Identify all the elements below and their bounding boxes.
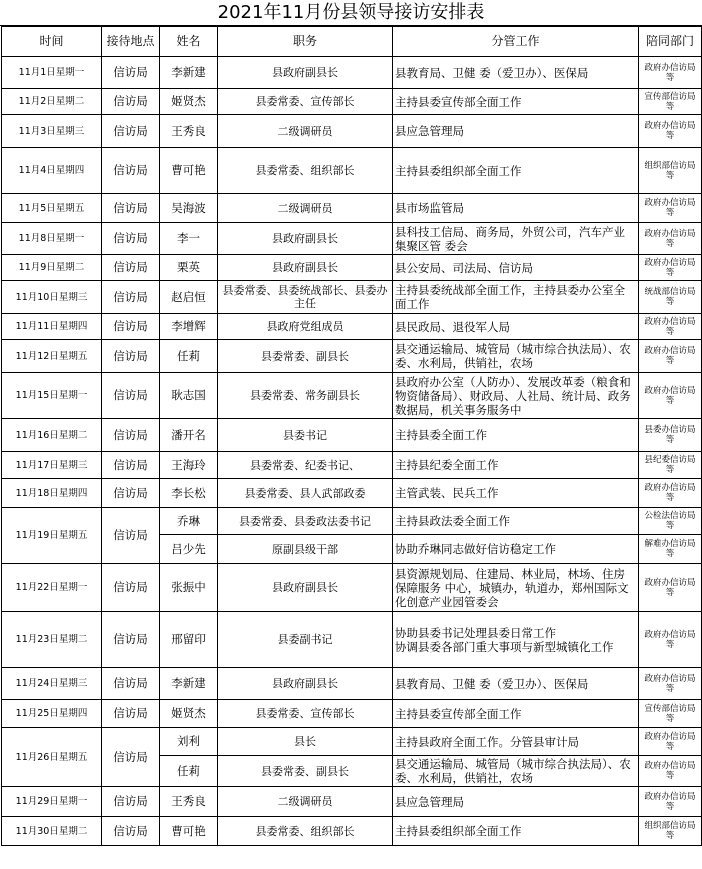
schedule-table (1, 26, 702, 846)
duty-cell: 主持县政府全面工作。分管县审计局 (393, 728, 639, 756)
position-cell: 县长 (218, 728, 393, 756)
duty-cell: 县民政局、退役军人局 (393, 314, 639, 340)
position-cell: 县委常委、组织部长 (218, 817, 393, 846)
duty-cell: 县应急管理局 (393, 115, 639, 148)
duty-cell: 主持县委全面工作 (393, 419, 639, 452)
place-cell: 信访局 (102, 373, 160, 419)
table-row (2, 255, 702, 281)
table-row (2, 452, 702, 479)
position-cell: 二级调研员 (218, 115, 393, 148)
accompany-cell: 政府办信访局等 (639, 668, 702, 700)
table-row (2, 148, 702, 194)
name-cell: 吴海波 (160, 194, 218, 223)
duty-cell: 协助县委书记处理县委日常工作 协调县委各部门重大事项与新型城镇化工作 (393, 612, 639, 668)
date-cell: 11月23日星期二 (2, 612, 102, 668)
accompany-cell: 政府办信访局等 (639, 728, 702, 756)
accompany-cell: 公检法信访局等 (639, 508, 702, 535)
name-cell: 李新建 (160, 668, 218, 700)
date-cell: 11月16日星期二 (2, 419, 102, 452)
name-cell: 姬贤杰 (160, 700, 218, 728)
position-cell: 县委常委、宣传部长 (218, 700, 393, 728)
place-cell: 信访局 (102, 817, 160, 846)
place-cell: 信访局 (102, 57, 160, 89)
position-cell: 县政府副县长 (218, 223, 393, 255)
table-row (2, 340, 702, 373)
accompany-cell: 组织部信访局等 (639, 148, 702, 194)
place-cell: 信访局 (102, 223, 160, 255)
duty-cell: 县教育局、卫健 委（爱卫办）、医保局 (393, 57, 639, 89)
duty-cell: 县资源规划局、住建局、林业局，林场、住房保障服务 中心，城镇办，轨道办，郑州国际文化创意产业园管委会 (393, 564, 639, 612)
accompany-cell: 解难办信访局等 (639, 535, 702, 564)
accompany-cell: 政府办信访局等 (639, 314, 702, 340)
col-header-time: 时间 (2, 27, 102, 57)
date-cell: 11月8日星期一 (2, 223, 102, 255)
table-row (2, 479, 702, 508)
position-cell: 县政府副县长 (218, 57, 393, 89)
table-row (2, 115, 702, 148)
name-cell: 赵启恒 (160, 281, 218, 314)
name-cell: 李长松 (160, 479, 218, 508)
duty-cell: 县公安局、司法局、信访局 (393, 255, 639, 281)
date-cell: 11月25日星期四 (2, 700, 102, 728)
duty-cell: 主管武装、民兵工作 (393, 479, 639, 508)
duty-cell: 主持县委宣传部全面工作 (393, 89, 639, 115)
position-cell: 县政府副县长 (218, 255, 393, 281)
table-row (2, 89, 702, 115)
accompany-cell: 政府办信访局等 (639, 57, 702, 89)
duty-cell: 主持县委统战部全面工作，主持县委办公室全面工作 (393, 281, 639, 314)
table-row (2, 564, 702, 612)
col-header-accompany: 陪同部门 (639, 27, 702, 57)
position-cell: 原副县级干部 (218, 535, 393, 564)
duty-cell: 县交通运输局、城管局（城市综合执法局）、农委、水利局，供销社，农场 (393, 340, 639, 373)
name-cell: 曹可艳 (160, 817, 218, 846)
table-row (2, 508, 702, 535)
position-cell: 二级调研员 (218, 787, 393, 817)
date-cell: 11月9日星期二 (2, 255, 102, 281)
duty-cell: 县教育局、卫健 委（爱卫办）、医保局 (393, 668, 639, 700)
name-cell: 李增辉 (160, 314, 218, 340)
name-cell: 刘利 (160, 728, 218, 756)
place-cell: 信访局 (102, 479, 160, 508)
accompany-cell: 组织部信访局等 (639, 817, 702, 846)
table-row (2, 314, 702, 340)
date-cell: 11月5日星期五 (2, 194, 102, 223)
table-row (2, 668, 702, 700)
position-cell: 县政府副县长 (218, 668, 393, 700)
position-cell: 县委常委、县委统战部长、县委办主任 (218, 281, 393, 314)
table-row (2, 223, 702, 255)
position-cell: 县委常委、组织部长 (218, 148, 393, 194)
table-row (2, 57, 702, 89)
table-row (2, 419, 702, 452)
table-row (2, 817, 702, 846)
date-cell: 11月12日星期五 (2, 340, 102, 373)
position-cell: 县政府党组成员 (218, 314, 393, 340)
position-cell: 县委书记 (218, 419, 393, 452)
place-cell: 信访局 (102, 281, 160, 314)
accompany-cell: 政府办信访局等 (639, 115, 702, 148)
name-cell: 邢留印 (160, 612, 218, 668)
name-cell: 曹可艳 (160, 148, 218, 194)
position-cell: 县委常委、县委政法委书记 (218, 508, 393, 535)
accompany-cell: 政府办信访局等 (639, 787, 702, 817)
duty-cell: 县市场监管局 (393, 194, 639, 223)
col-header-place: 接待地点 (102, 27, 160, 57)
place-cell: 信访局 (102, 148, 160, 194)
date-cell: 11月22日星期一 (2, 564, 102, 612)
position-cell: 县委常委、宣传部长 (218, 89, 393, 115)
accompany-cell: 政府办信访局等 (639, 612, 702, 668)
duty-cell: 主持县政法委全面工作 (393, 508, 639, 535)
table-row (2, 373, 702, 419)
position-cell: 县委常委、副县长 (218, 340, 393, 373)
accompany-cell: 政府办信访局等 (639, 564, 702, 612)
duty-cell: 协助乔琳同志做好信访稳定工作 (393, 535, 639, 564)
name-cell: 栗英 (160, 255, 218, 281)
col-header-duty: 分管工作 (393, 27, 639, 57)
accompany-cell: 宣传部信访局等 (639, 700, 702, 728)
place-cell: 信访局 (102, 668, 160, 700)
name-cell: 任莉 (160, 756, 218, 787)
place-cell: 信访局 (102, 115, 160, 148)
place-cell: 信访局 (102, 255, 160, 281)
duty-cell: 县交通运输局、城管局（城市综合执法局）、农委、水利局，供销社，农场 (393, 756, 639, 787)
name-cell: 王海玲 (160, 452, 218, 479)
accompany-cell: 政府办信访局等 (639, 756, 702, 787)
place-cell: 信访局 (102, 612, 160, 668)
accompany-cell: 统战部信访局等 (639, 281, 702, 314)
duty-cell: 主持县委组织部全面工作 (393, 817, 639, 846)
place-cell: 信访局 (102, 787, 160, 817)
duty-cell: 主持县纪委全面工作 (393, 452, 639, 479)
duty-cell: 县应急管理局 (393, 787, 639, 817)
position-cell: 县委常委、纪委书记、 (218, 452, 393, 479)
date-cell: 11月18日星期四 (2, 479, 102, 508)
position-cell: 县委副书记 (218, 612, 393, 668)
date-cell: 11月19日星期五 (2, 508, 102, 564)
place-cell: 信访局 (102, 314, 160, 340)
date-cell: 11月2日星期二 (2, 89, 102, 115)
accompany-cell: 政府办信访局等 (639, 223, 702, 255)
accompany-cell: 政府办信访局等 (639, 479, 702, 508)
name-cell: 张振中 (160, 564, 218, 612)
date-cell: 11月1日星期一 (2, 57, 102, 89)
table-row (2, 281, 702, 314)
col-header-name: 姓名 (160, 27, 218, 57)
name-cell: 李新建 (160, 57, 218, 89)
place-cell: 信访局 (102, 728, 160, 787)
name-cell: 潘开名 (160, 419, 218, 452)
position-cell: 县委常委、县人武部政委 (218, 479, 393, 508)
date-cell: 11月4日星期四 (2, 148, 102, 194)
date-cell: 11月3日星期三 (2, 115, 102, 148)
name-cell: 耿志国 (160, 373, 218, 419)
accompany-cell: 政府办信访局等 (639, 255, 702, 281)
position-cell: 二级调研员 (218, 194, 393, 223)
date-cell: 11月30日星期二 (2, 817, 102, 846)
name-cell: 姬贤杰 (160, 89, 218, 115)
accompany-cell: 县纪委信访局等 (639, 452, 702, 479)
accompany-cell: 县委办信访局等 (639, 419, 702, 452)
name-cell: 王秀良 (160, 115, 218, 148)
page-title: 2021年11月份县领导接访安排表 (0, 0, 702, 26)
col-header-position: 职务 (218, 27, 393, 57)
name-cell: 任莉 (160, 340, 218, 373)
date-cell: 11月29日星期一 (2, 787, 102, 817)
place-cell: 信访局 (102, 452, 160, 479)
name-cell: 吕少先 (160, 535, 218, 564)
position-cell: 县政府副县长 (218, 564, 393, 612)
name-cell: 王秀良 (160, 787, 218, 817)
table-row (2, 728, 702, 756)
place-cell: 信访局 (102, 194, 160, 223)
place-cell: 信访局 (102, 564, 160, 612)
position-cell: 县委常委、常务副县长 (218, 373, 393, 419)
place-cell: 信访局 (102, 508, 160, 564)
place-cell: 信访局 (102, 419, 160, 452)
position-cell: 县委常委、副县长 (218, 756, 393, 787)
duty-cell: 主持县委组织部全面工作 (393, 148, 639, 194)
header-row (2, 27, 702, 57)
accompany-cell: 政府办信访局等 (639, 194, 702, 223)
date-cell: 11月24日星期三 (2, 668, 102, 700)
name-cell: 乔琳 (160, 508, 218, 535)
table-row (2, 787, 702, 817)
accompany-cell: 政府办信访局等 (639, 373, 702, 419)
accompany-cell: 政府办信访局等 (639, 340, 702, 373)
table-row (2, 700, 702, 728)
duty-cell: 主持县委宣传部全面工作 (393, 700, 639, 728)
duty-cell: 县政府办公室（人防办）、发展改革委（粮食和物资储备局）、财政局、人社局、统计局、政务数据局，机关事务服务中 (393, 373, 639, 419)
table-row (2, 194, 702, 223)
place-cell: 信访局 (102, 340, 160, 373)
accompany-cell: 宣传部信访局等 (639, 89, 702, 115)
duty-cell: 县科技工信局、商务局，外贸公司，汽车产业集聚区管 委会 (393, 223, 639, 255)
place-cell: 信访局 (102, 700, 160, 728)
place-cell: 信访局 (102, 89, 160, 115)
table-body (2, 57, 702, 846)
date-cell: 11月11日星期四 (2, 314, 102, 340)
table-row (2, 612, 702, 668)
date-cell: 11月17日星期三 (2, 452, 102, 479)
date-cell: 11月15日星期一 (2, 373, 102, 419)
name-cell: 李一 (160, 223, 218, 255)
date-cell: 11月10日星期三 (2, 281, 102, 314)
date-cell: 11月26日星期五 (2, 728, 102, 787)
